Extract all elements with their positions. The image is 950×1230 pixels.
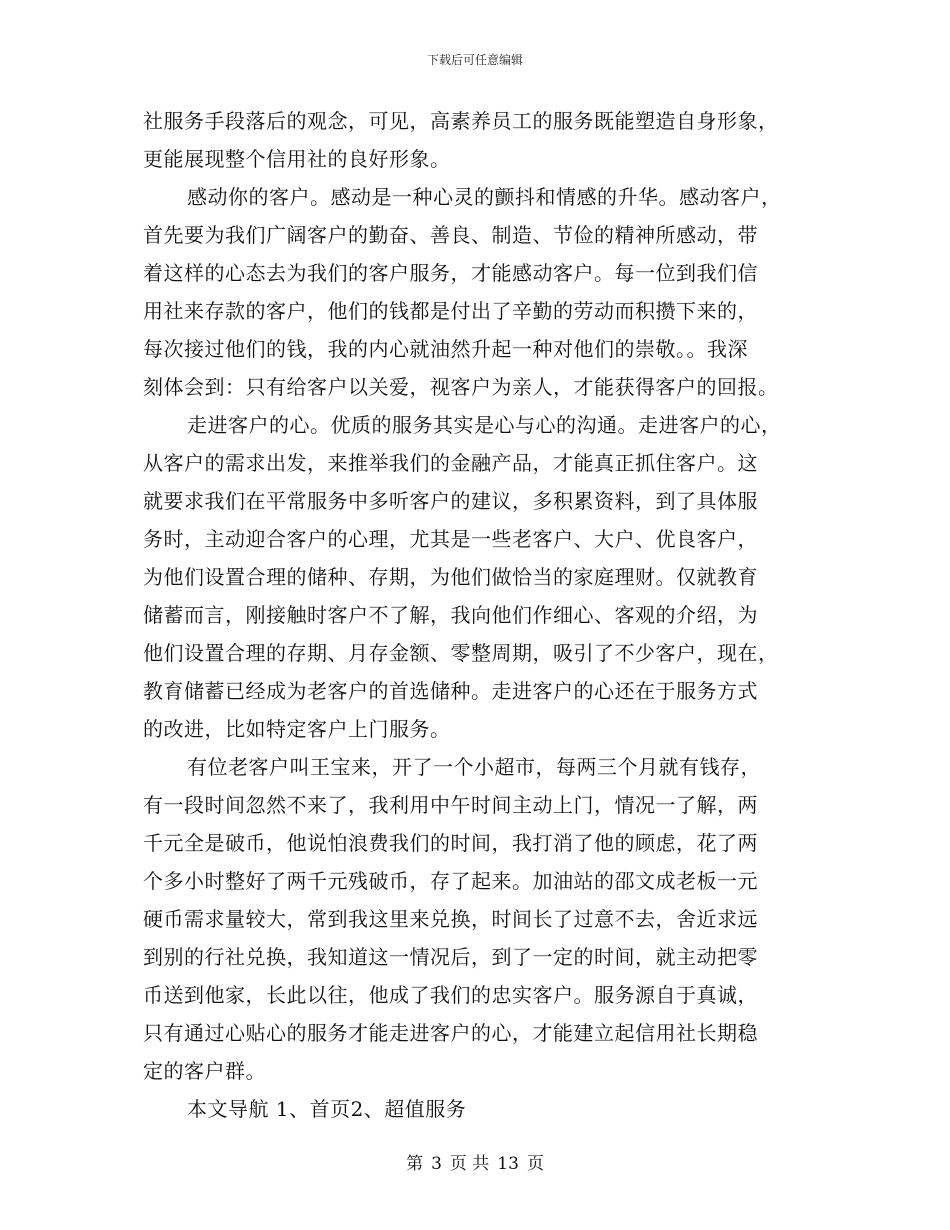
text-line: 就要求我们在平常服务中多听客户的建议，多积累资料，到了具体服	[143, 489, 758, 513]
page-mid-text: 页 共	[449, 1154, 490, 1174]
text-line: 定的客户群。	[143, 1059, 266, 1083]
text-line: 有一段时间忽然不来了，我利用中午时间主动上门，情况一了解，两	[143, 793, 758, 817]
text-line: 务时，主动迎合客户的心理，尤其是一些老客户、大户、优良客户，	[143, 527, 758, 551]
text-line: 每次接过他们的钱，我的内心就油然升起一种对他们的崇敬。。我深	[143, 337, 748, 361]
text-line: 只有通过心贴心的服务才能走进客户的心，才能建立起信用社长期稳	[143, 1021, 758, 1045]
text-line: 社服务手段落后的观念，可见，高素养员工的服务既能塑造自身形象，	[143, 109, 779, 133]
document-body	[143, 102, 823, 1128]
text-line: 从客户的需求出发，来推举我们的金融产品，才能真正抓住客户。这	[143, 451, 758, 475]
text-line: 储蓄而言，刚接触时客户不了解，我向他们作细心、客观的介绍，为	[143, 603, 758, 627]
text-line: 千元全是破币，他说怕浪费我们的时间，我打消了他的顾虑，花了两	[143, 831, 758, 855]
text-line: 硬币需求量较大，常到我这里来兑换，时间长了过意不去，舍近求远	[143, 907, 758, 931]
text-line: 他们设置合理的存期、月存金额、零整周期，吸引了不少客户，现在，	[143, 641, 779, 665]
page-header-note: 下载后可任意编辑	[426, 53, 523, 67]
paragraph-start-line: 有位老客户叫王宝来，开了一个小超市，每两三个月就有钱存，	[187, 755, 761, 779]
text-line: 的改进，比如特定客户上门服务。	[143, 717, 451, 741]
text-line: 着这样的心态去为我们的客户服务，才能感动客户。每一位到我们信	[143, 261, 758, 285]
total-page-count: 13	[497, 1154, 519, 1174]
text-line: 首先要为我们广阔客户的勤奋、善良、制造、节俭的精神所感动，带	[143, 223, 758, 247]
page-prefix: 第	[406, 1154, 424, 1174]
text-line: 币送到他家，长此以往，他成了我们的忠实客户。服务源自于真诚，	[143, 983, 758, 1007]
text-line: 刻体会到：只有给客户以关爱，视客户为亲人，才能获得客户的回报。	[143, 375, 779, 399]
text-line: 为他们设置合理的储种、存期，为他们做恰当的家庭理财。仅就教育	[143, 565, 758, 589]
text-line: 个多小时整好了两千元残破币，存了起来。加油站的邵文成老板一元	[143, 869, 758, 893]
text-line: 用社来存款的客户，他们的钱都是付出了辛勤的劳动而积攒下来的，	[143, 299, 758, 323]
paragraph-start-line: 走进客户的心。优质的服务其实是心与心的沟通。走进客户的心，	[187, 413, 782, 437]
text-line: 教育储蓄已经成为老客户的首选储种。走进客户的心还在于服务方式	[143, 679, 758, 703]
current-page-number: 3	[431, 1154, 442, 1174]
page-number-footer	[0, 1152, 950, 1176]
text-line: 到别的行社兑换，我知道这一情况后，到了一定的时间，就主动把零	[143, 945, 758, 969]
text-line: 更能展现整个信用社的良好形象。	[143, 147, 451, 171]
page-suffix: 页	[526, 1154, 544, 1174]
article-navigation: 本文导航 1、首页2、超值服务	[187, 1097, 467, 1121]
paragraph-start-line: 感动你的客户。感动是一种心灵的颤抖和情感的升华。感动客户，	[187, 185, 782, 209]
